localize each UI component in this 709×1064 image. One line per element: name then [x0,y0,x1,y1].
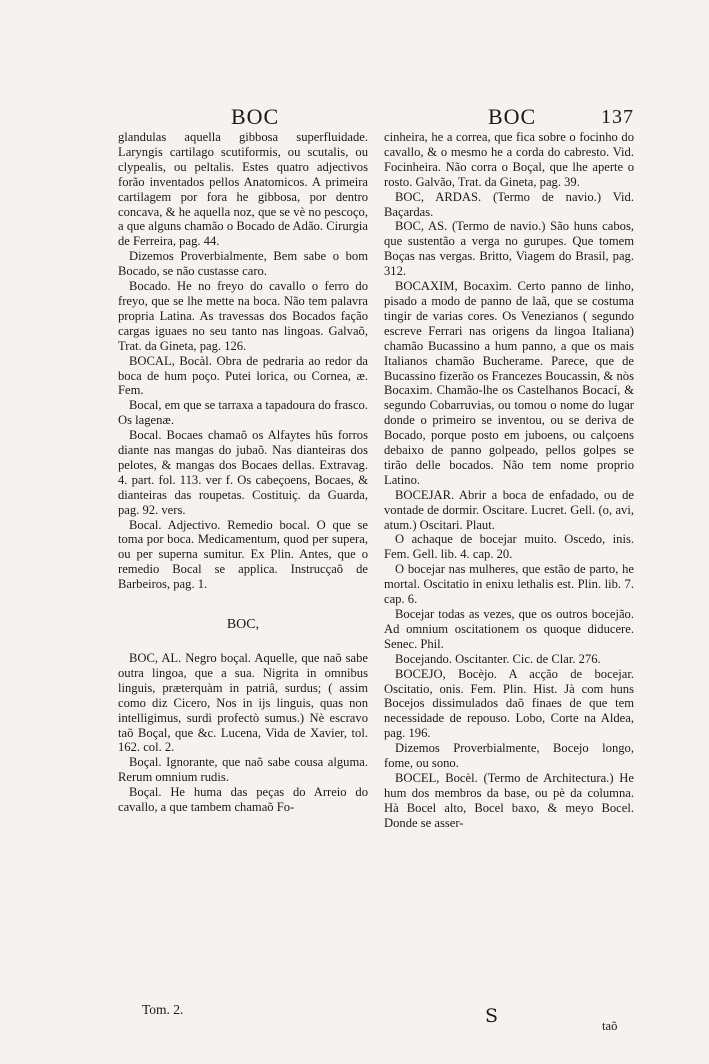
right-column [384,130,634,831]
entry-paragraph: BOC, ARDAS. (Termo de navio.) Vid. Baçardas. [384,189,634,219]
page-number: 137 [601,106,634,128]
entry-paragraph: O bocejar nas mulheres, que estão de parto, he mortal. Oscitatio in enixu lethalis est. Plin. lib. 7. cap. 6. [384,562,634,607]
catchword: taõ [602,1019,618,1033]
running-head-left: BOC [231,104,280,129]
entry-paragraph: Bocejando. Oscitanter. Cic. de Clar. 276. [395,651,601,666]
entry-paragraph: Bocado. He no freyo do cavallo o ferro do freyo, que se lhe mette na boca. Não tem palavra propria Latina. As travessas dos Bocados fação cargas iguaes no seu tanto nas lingoas. Galvaõ, Trat. da Gineta, pag. 126. [118,279,368,353]
entry-paragraph: cinheira, he a correa, que fica sobre o focinho do cavallo, & o mesmo he a corda do cabresto. Vid. Focinheira. Não corra o Boçal, que lhe aperte o rosto. Galvão, Trat. da Gineta, pag. 39. [384,130,634,189]
entry-paragraph: glandulas aquella gibbosa superfluidade. Laryngis cartilago scutiformis, ou scutalis, ou clypealis, ou peltalis. Estes quatro adjectivos forão inventados pellos Anatomicos. A primeira cartilagem por fora he gibbosa, por dentro concava, & he aquella noz, que se vè no pescoço, a que alguns chamão o Bocado de Adão. Cirurgia de Ferreira, pag. 44. [118,130,368,249]
signature-mark: Tom. 2. [142,1002,184,1017]
left-column [118,130,368,815]
entry-paragraph: Boçal. He huma das peças do Arreio do cavallo, a que tambem chamaõ Fo- [118,785,368,815]
entry-paragraph: BOC, AL. Negro boçal. Aquelle, que naõ sabe outra lingoa, que a sua. Nigrita in omnibus linguis, præterquàm in patriâ, surdus; ( assim como diz Cicero, Nos in ijs linguis, quas non intelligimus, surdi profectò sumus.) Nè escravo taõ Boçal, que &c. Lucena, Vida de Xavier, tol. 162. col. 2. [118,651,368,755]
entry-paragraph: Boçal. Ignorante, que naõ sabe cousa alguma. Rerum omnium rudis. [118,755,368,785]
entry-paragraph: Dizemos Proverbialmente, Bocejo longo, fome, ou sono. [384,741,634,771]
entry-paragraph: BOCEJO, Bocèjo. A acção de bocejar. Oscitatio, onis. Fem. Plin. Hist. Jà com huns Bocejos dissimulados daõ finaes de que tem necessidade de repouso. Lobo, Corte na Aldea, pag. 196. [384,666,634,741]
entry-paragraph: Bocal. Adjectivo. Remedio bocal. O que se toma por boca. Medicamentum, quod per supera, ou per superna sumitur. Ex Plin. Antes, que o remedio Bocal se applica. Instrucçaõ de Barbeiros, pag. 1. [118,517,368,592]
sheet-mark: S [485,1005,499,1027]
entry-paragraph: Bocejar todas as vezes, que os outros bocejão. Ad omnium oscitationem os quoque diducere. Senec. Phil. [384,607,634,651]
entry-paragraph: BOCEJAR. Abrir a boca de enfadado, ou de vontade de dormir. Oscitare. Lucret. Gell. (o, avi, atum.) Oscitari. Plaut. [384,487,634,532]
entry-paragraph: Bocal. Bocaes chamaõ os Alfaytes hũs forros diante nas mangas do jubaõ. Nas dianteiras dos pelotes, & mangas dos Bocaes dellas. Extravag. 4. part. fol. 113. ver f. Os cabeçoens, Bocaes, & dianteiras das roupetas. Costituiç. da Guarda, pag. 92. vers. [118,428,368,517]
entry-paragraph: BOC, AS. (Termo de navio.) São huns cabos, que sustentão a verga no gurupes. Que tomem Boças nas vergas. Britto, Viagem do Brasil, pag. 312. [384,219,634,279]
running-head-right: BOC [488,104,537,129]
entry-paragraph: BOCAL, Bocàl. Obra de pedraria ao redor da boca de hum poço. Putei lorica, ou Cornea, æ. Fem. [118,353,368,398]
entry-paragraph: BOCEL, Bocèl. (Termo de Architectura.) He hum dos membros da base, ou pè da columna. Hà Bocel alto, Bocel baxo, & meyo Bocel. Donde se asser- [384,770,634,830]
section-heading: BOC, [226,617,260,633]
entry-paragraph: O achaque de bocejar muito. Oscedo, inis. Fem. Gell. lib. 4. cap. 20. [384,532,634,562]
entry-paragraph: BOCAXIM, Bocaxìm. Certo panno de linho, pisado a modo de panno de laã, que se costuma tingir de varias cores. Os Venezianos ( segundo escreve Ferrari nas origens da lingoa Italiana) chamão Bucassino a hum panno, a que os mais Italianos chamão Bucherame. Parece, que de Bucassino fizerão os Francezes Boucassin, & nòs Bocaxim. Chamão-lhe os Castelhanos Bocací, & segundo Cobarruvias, ou tomou o nome do lugar donde o primeiro se inventou, ou se deriva de Bocado, porque posto em juboens, ou calçoens debaixo de panno golpeado, pellos golpes se tirão delle bocados. Não tem nome proprio Latino. [384,279,634,487]
entry-paragraph: Bocal, em que se tarraxa a tapadoura do frasco. Os lagenæ. [118,398,368,428]
entry-paragraph: Dizemos Proverbialmente, Bem sabe o bom Bocado, se não custasse caro. [118,249,368,279]
